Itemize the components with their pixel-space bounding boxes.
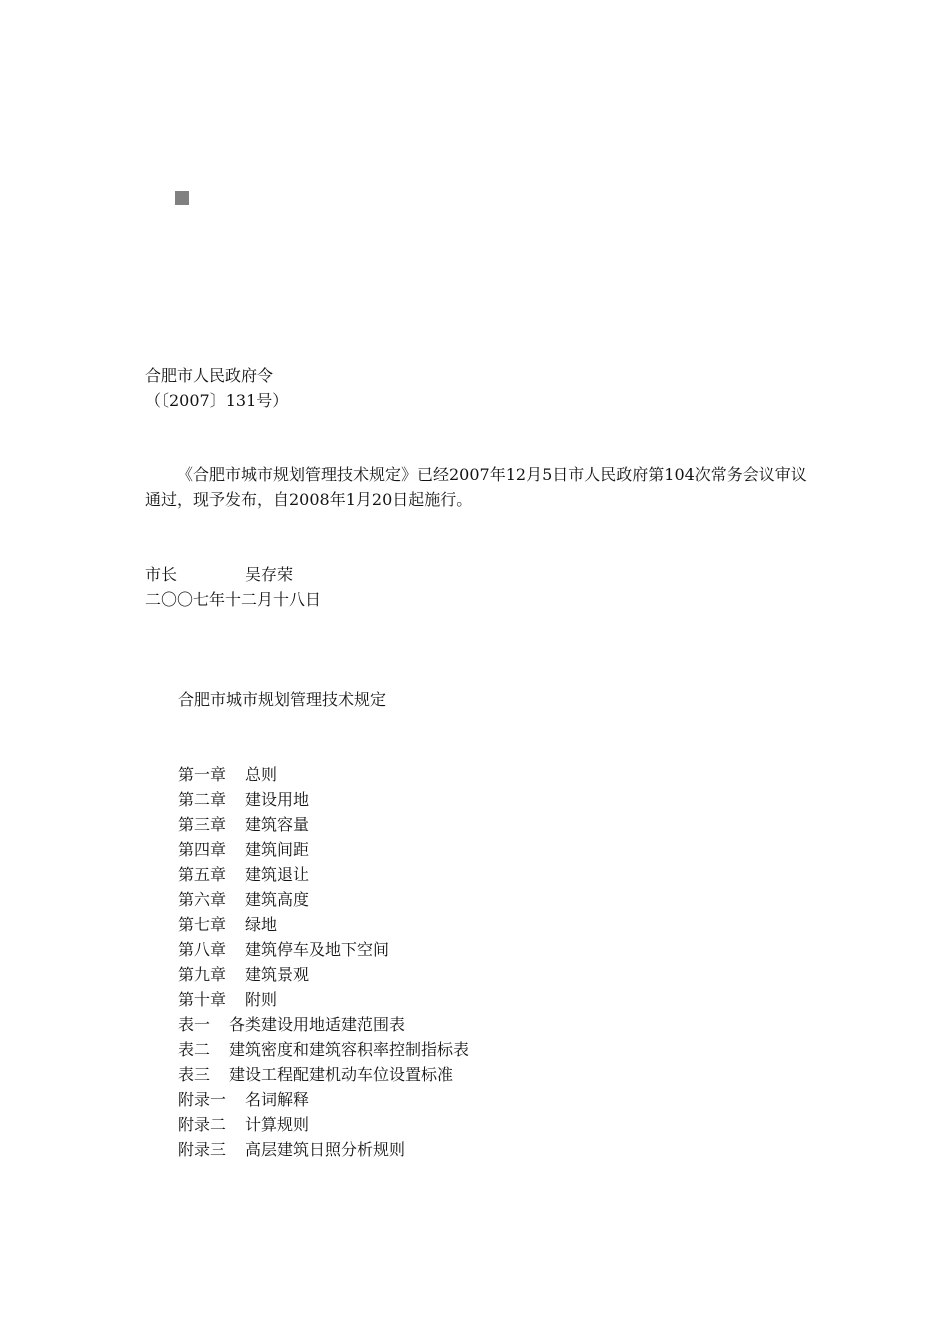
toc-item-label: 建筑停车及地下空间 (245, 940, 390, 959)
square-bullet-icon (175, 191, 189, 205)
document-title-block (178, 687, 858, 712)
toc-item-number: 第四章 (178, 840, 227, 859)
toc-item (178, 812, 469, 837)
toc-item (178, 1137, 469, 1162)
decree-header (145, 363, 825, 413)
toc-item-number: 第九章 (178, 965, 227, 984)
toc-item-label: 高层建筑日照分析规则 (245, 1140, 406, 1159)
toc-item-number: 第七章 (178, 915, 227, 934)
toc-item (178, 862, 469, 887)
toc-item (178, 912, 469, 937)
toc-item-number: 第六章 (178, 890, 227, 909)
toc-item (178, 887, 469, 912)
toc-item-label: 建筑间距 (245, 840, 310, 859)
toc-item-label: 绿地 (245, 915, 278, 934)
toc-item-number: 第一章 (178, 765, 227, 784)
toc-item-label: 建筑容量 (245, 815, 310, 834)
toc-item (178, 1012, 469, 1037)
toc-item-label: 建筑密度和建筑容积率控制指标表 (229, 1040, 470, 1059)
toc-item-label: 建筑退让 (245, 865, 310, 884)
toc-item-label: 名词解释 (245, 1090, 310, 1109)
toc-item-number: 附录三 (178, 1140, 227, 1159)
announcement-block (145, 462, 813, 512)
signature-block (145, 562, 825, 612)
toc-item (178, 1037, 469, 1062)
toc-item-number: 表三 (178, 1065, 211, 1084)
toc-item (178, 937, 469, 962)
toc-item-label: 建设工程配建机动车位设置标准 (229, 1065, 454, 1084)
toc-item (178, 762, 469, 787)
toc-item-number: 附录一 (178, 1090, 227, 1109)
document-title: 合肥市城市规划管理技术规定 (178, 690, 387, 709)
toc-item-number: 第十章 (178, 990, 227, 1009)
toc-item (178, 1087, 469, 1112)
table-of-contents (178, 762, 469, 1162)
toc-item (178, 987, 469, 1012)
toc-item-number: 第二章 (178, 790, 227, 809)
toc-item (178, 1062, 469, 1087)
toc-item-label: 各类建设用地适建范围表 (229, 1015, 406, 1034)
toc-item-number: 第五章 (178, 865, 227, 884)
toc-item-label: 建筑高度 (245, 890, 310, 909)
toc-item-number: 表二 (178, 1040, 211, 1059)
toc-item (178, 837, 469, 862)
toc-item-number: 第八章 (178, 940, 227, 959)
toc-item (178, 1112, 469, 1137)
toc-item-number: 表一 (178, 1015, 211, 1034)
toc-item (178, 962, 469, 987)
mayor-name: 吴存荣 (245, 565, 294, 584)
toc-item-number: 第三章 (178, 815, 227, 834)
toc-item-label: 总则 (245, 765, 278, 784)
toc-item-number: 附录二 (178, 1115, 227, 1134)
signature-date: 二〇〇七年十二月十八日 (145, 590, 322, 609)
announcement-text: 《合肥市城市规划管理技术规定》已经2007年12月5日市人民政府第104次常务会议审议通过，现予发布，自2008年1月20日起施行。 (145, 465, 807, 509)
toc-item-label: 附则 (245, 990, 278, 1009)
toc-item (178, 787, 469, 812)
toc-item-label: 建筑景观 (245, 965, 310, 984)
toc-item-label: 建设用地 (245, 790, 310, 809)
decree-number: （〔2007〕131号） (145, 391, 289, 410)
decree-issuer: 合肥市人民政府令 (145, 366, 274, 385)
signature-line (145, 562, 825, 587)
toc-item-label: 计算规则 (245, 1115, 310, 1134)
mayor-title: 市长 (145, 565, 178, 584)
